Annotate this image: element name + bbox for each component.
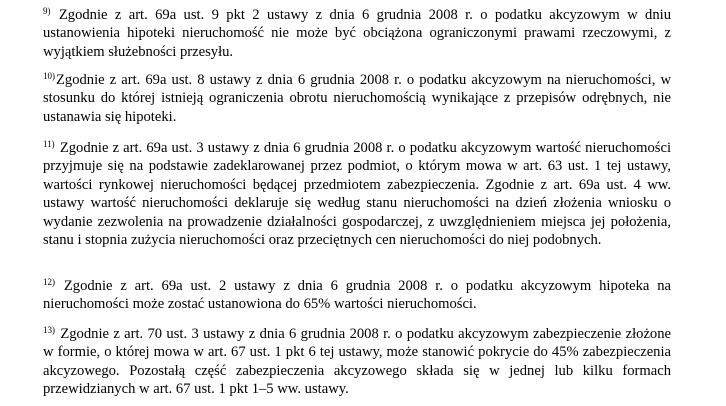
footnote-number: 9) (43, 6, 51, 16)
footnote-9 (43, 6, 671, 61)
footnote-10 (43, 71, 671, 126)
footnote-text: Zgodnie z art. 69a ust. 3 ustawy z dnia 6 grudnia 2008 r. o podatku akcyzowym wartość nieruchomości przyjmuje się na podstawie zadeklarowanej przez podmiot, o którym mowa w art. 63 ust. 1 tej ustawy, wartości rynkowej nieruchomości będącej przedmiotem zabezpieczenia. Zgodnie z art. 69a ust. 4 ww. ustawy wartość nieruchomości deklaruje się według stanu nieruchomości na dzień złożenia wniosku o wydanie zezwolenia na prowadzenie działalności gospodarczej, z uwzględnieniem miejsca jej położenia, stanu i stopnia zużycia nieruchomości oraz przeciętnych cen nieruchomości do niej podobnych. (43, 140, 672, 249)
footnote-text: Zgodnie z art. 70 ust. 3 ustawy z dnia 6 grudnia 2008 r. o podatku akcyzowym zabezpieczenie złożone w formie, o której mowa w art. 67 ust. 1 pkt 6 tej ustawy, może stanowić pokrycie do 45% zabezpieczenia akcyzowego. Pozostałą część zabezpieczenia akcyzowego składa się w jednej lub kilku formach przewidzianych w art. 67 ust. 1 pkt 1–5 ww. ustawy. (43, 326, 671, 398)
footnote-number: 11) (43, 139, 55, 149)
footnote-11 (43, 139, 671, 249)
footnote-text: Zgodnie z art. 69a ust. 8 ustawy z dnia 6 grudnia 2008 r. o podatku akcyzowym na nieruchomości, w stosunku do której istnieją ograniczenia obrotu nieruchomością wynikające z przepisów odrębnych, nie ustanawia się hipoteki. (43, 72, 671, 125)
footnote-number: 12) (43, 277, 55, 287)
footnote-text: Zgodnie z art. 69a ust. 9 pkt 2 ustawy z dnia 6 grudnia 2008 r. o podatku akcyzowym w dniu ustanowienia hipoteki nieruchomość nie może być obciążona ograniczonymi prawami rzeczowymi, z wyjątkiem służebności przesyłu. (43, 7, 671, 60)
footnote-number: 13) (43, 325, 55, 335)
footnote-12 (43, 277, 671, 314)
footnote-number: 10) (43, 71, 55, 81)
footnote-text: Zgodnie z art. 69a ust. 2 ustawy z dnia 6 grudnia 2008 r. o podatku akcyzowym hipoteka na nieruchomości może zostać ustanowiona do 65% wartości nieruchomości. (43, 278, 671, 313)
footnote-13 (43, 325, 671, 399)
